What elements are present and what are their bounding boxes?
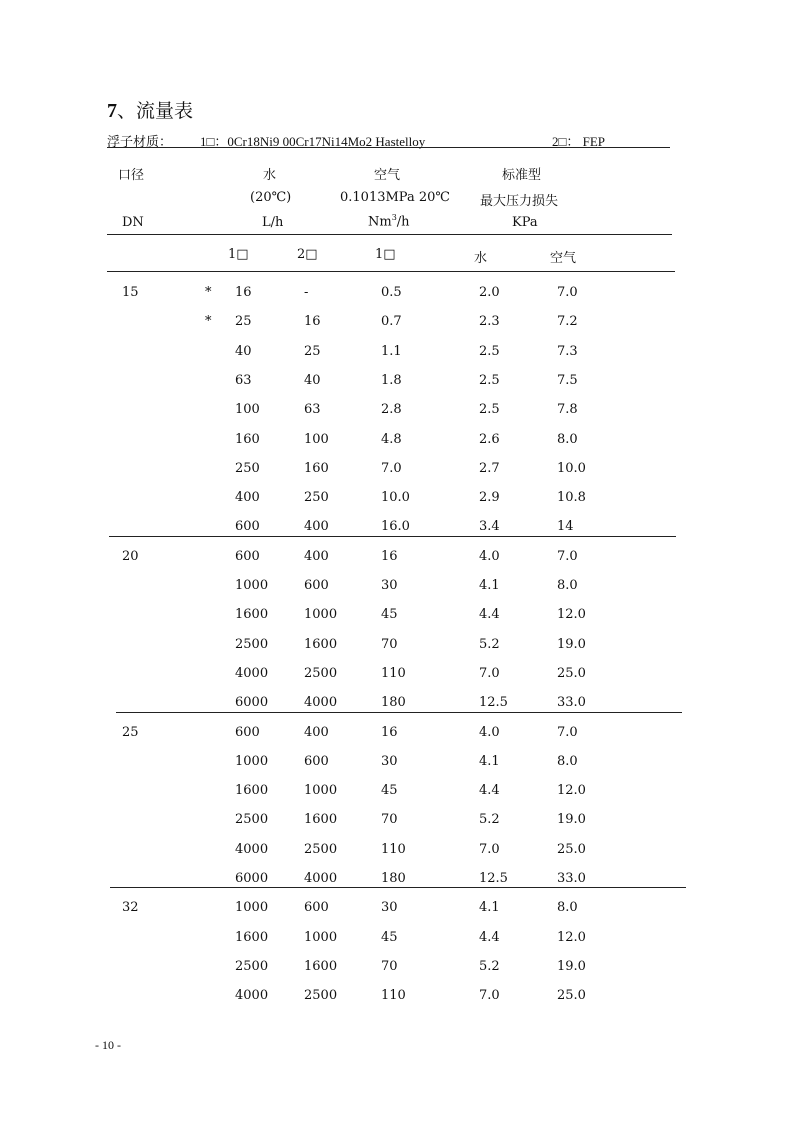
group-divider	[109, 536, 676, 537]
row-loss-water: 5.2	[479, 812, 500, 828]
row-water-flow-1: 250	[235, 460, 260, 476]
row-loss-water: 2.3	[479, 314, 500, 330]
row-loss-air: 19.0	[557, 958, 586, 974]
row-loss-air: 8.0	[557, 900, 578, 916]
row-water-flow-1: 2500	[235, 812, 269, 828]
row-water-flow-2: 1000	[304, 929, 338, 945]
row-water-flow-2: 400	[304, 548, 329, 564]
row-loss-water: 3.4	[479, 519, 500, 535]
row-loss-air: 8.0	[557, 753, 578, 769]
row-loss-water: 4.4	[479, 607, 500, 623]
header-standard: 标准型	[502, 168, 542, 183]
section-number: 7	[107, 100, 117, 122]
row-water-flow-1: 1000	[235, 753, 269, 769]
row-air-flow: 7.0	[381, 460, 402, 476]
row-air-flow: 30	[381, 900, 398, 916]
row-water-flow-1: 2500	[235, 636, 269, 652]
row-loss-air: 12.0	[557, 607, 586, 623]
row-loss-water: 7.0	[479, 841, 500, 857]
row-water-flow-2: 100	[304, 431, 329, 447]
row-water-flow-2: 4000	[304, 871, 338, 886]
row-water-flow-1: 600	[235, 548, 260, 564]
row-water-flow-1: 6000	[235, 695, 269, 711]
row-loss-water: 2.7	[479, 460, 500, 476]
row-water-flow-2: 1000	[304, 607, 338, 623]
row-air-flow: 110	[381, 988, 406, 1004]
group-divider	[116, 712, 682, 713]
row-water-flow-1: 6000	[235, 871, 269, 886]
row-water-flow-1: 4000	[235, 665, 269, 681]
row-loss-air: 7.5	[557, 372, 578, 388]
row-air-flow: 45	[381, 607, 398, 623]
row-air-flow: 16	[381, 724, 398, 740]
header-water-condition: (20℃)	[250, 190, 292, 205]
row-loss-air: 7.0	[557, 724, 578, 740]
row-dn: 15	[122, 285, 139, 300]
row-water-flow-1: 16	[235, 285, 252, 300]
row-loss-water: 4.1	[479, 578, 500, 593]
air-unit-superscript: 3	[391, 213, 397, 222]
row-air-flow: 30	[381, 753, 398, 769]
row-loss-water: 2.0	[479, 285, 500, 300]
row-air-flow: 4.8	[381, 431, 402, 447]
section-title-text: 、流量表	[117, 100, 194, 122]
header-rule-bottom	[107, 271, 675, 272]
row-loss-air: 19.0	[557, 812, 586, 828]
row-loss-water: 4.0	[479, 548, 500, 564]
row-water-flow-1: 4000	[235, 841, 269, 857]
row-air-flow: 10.0	[381, 490, 410, 506]
row-dn: 25	[122, 724, 139, 740]
row-water-flow-2: 25	[304, 343, 321, 359]
row-air-flow: 1.1	[381, 343, 402, 359]
row-loss-air: 7.3	[557, 343, 578, 359]
row-air-flow: 180	[381, 871, 406, 886]
row-dn: 32	[122, 900, 139, 916]
row-loss-air: 33.0	[557, 871, 586, 886]
air-unit-base: Nm	[368, 214, 392, 230]
row-water-flow-2: 2500	[304, 665, 338, 681]
row-loss-water: 5.2	[479, 958, 500, 974]
row-water-flow-1: 600	[235, 519, 260, 535]
row-loss-water: 7.0	[479, 988, 500, 1004]
row-water-flow-1: 400	[235, 490, 260, 506]
row-water-flow-1: 40	[235, 343, 252, 359]
row-water-flow-2: 63	[304, 402, 321, 418]
row-loss-air: 25.0	[557, 665, 586, 681]
row-water-flow-1: 1600	[235, 929, 269, 945]
row-loss-water: 2.5	[479, 372, 500, 388]
row-loss-water: 4.4	[479, 929, 500, 945]
header-water: 水	[263, 168, 277, 183]
row-loss-air: 33.0	[557, 695, 586, 711]
header-max-pressure-loss: 最大压力损失	[480, 194, 559, 209]
row-water-flow-2: 2500	[304, 988, 338, 1004]
row-air-flow: 0.7	[381, 314, 402, 330]
material-option-1: 1□：0Cr18Ni9 00Cr17Ni14Mo2 Hastelloy	[200, 134, 426, 149]
row-water-flow-2: 1600	[304, 812, 338, 828]
row-loss-water: 2.5	[479, 402, 500, 418]
row-water-flow-2: 2500	[304, 841, 338, 857]
row-loss-water: 4.4	[479, 783, 500, 799]
row-loss-water: 2.9	[479, 490, 500, 506]
row-air-flow: 2.8	[381, 402, 402, 418]
header-caliber: 口径	[118, 168, 145, 183]
row-water-flow-1: 1000	[235, 900, 269, 916]
row-water-flow-2: 4000	[304, 695, 338, 711]
row-loss-air: 12.0	[557, 783, 586, 799]
row-water-flow-1: 25	[235, 314, 252, 330]
row-water-flow-2: 1000	[304, 783, 338, 799]
row-loss-water: 4.1	[479, 900, 500, 916]
row-loss-water: 2.5	[479, 343, 500, 359]
row-air-flow: 45	[381, 783, 398, 799]
row-air-flow: 180	[381, 695, 406, 711]
row-water-flow-2: 600	[304, 578, 329, 593]
row-loss-air: 7.8	[557, 402, 578, 418]
header-rule-top	[107, 234, 672, 235]
row-air-flow: 16.0	[381, 519, 410, 535]
row-water-flow-2: 600	[304, 753, 329, 769]
subheader-loss-air: 空气	[550, 251, 577, 266]
row-loss-air: 12.0	[557, 929, 586, 945]
header-loss-unit: KPa	[512, 215, 538, 230]
row-air-flow: 30	[381, 578, 398, 593]
row-loss-water: 5.2	[479, 636, 500, 652]
row-water-flow-2: 400	[304, 519, 329, 535]
row-loss-water: 12.5	[479, 695, 508, 711]
row-water-flow-1: 100	[235, 402, 260, 418]
material-label: 浮子材质：	[107, 135, 173, 150]
row-water-flow-1: 600	[235, 724, 260, 740]
row-star-mark: *	[205, 285, 212, 300]
row-water-flow-2: 1600	[304, 958, 338, 974]
row-water-flow-1: 1600	[235, 607, 269, 623]
air-unit-suffix: /h	[396, 214, 410, 230]
row-water-flow-1: 4000	[235, 988, 269, 1004]
row-water-flow-2: 400	[304, 724, 329, 740]
row-water-flow-1: 2500	[235, 958, 269, 974]
row-water-flow-1: 1000	[235, 578, 269, 593]
header-air: 空气	[374, 168, 401, 183]
row-water-flow-2: 40	[304, 372, 321, 388]
header-air-condition: 0.1013MPa 20℃	[340, 190, 450, 205]
row-star-mark: *	[205, 314, 212, 330]
subheader-water-1: 1□	[228, 247, 249, 262]
header-water-unit: L/h	[262, 215, 284, 230]
row-loss-water: 4.0	[479, 724, 500, 740]
row-water-flow-2: -	[304, 285, 309, 300]
row-water-flow-1: 63	[235, 372, 252, 388]
row-water-flow-1: 160	[235, 431, 260, 447]
header-air-unit	[368, 213, 410, 229]
row-loss-air: 7.2	[557, 314, 578, 330]
row-air-flow: 1.8	[381, 372, 402, 388]
row-water-flow-2: 250	[304, 490, 329, 506]
row-water-flow-2: 600	[304, 900, 329, 916]
row-air-flow: 70	[381, 636, 398, 652]
row-air-flow: 110	[381, 841, 406, 857]
row-water-flow-1: 1600	[235, 783, 269, 799]
row-water-flow-2: 1600	[304, 636, 338, 652]
row-loss-air: 25.0	[557, 841, 586, 857]
row-air-flow: 70	[381, 958, 398, 974]
row-loss-air: 14	[557, 519, 574, 535]
row-loss-air: 8.0	[557, 578, 578, 593]
row-air-flow: 110	[381, 665, 406, 681]
row-loss-water: 12.5	[479, 871, 508, 886]
row-water-flow-2: 160	[304, 460, 329, 476]
row-loss-air: 7.0	[557, 548, 578, 564]
row-air-flow: 0.5	[381, 285, 402, 300]
row-loss-air: 10.0	[557, 460, 586, 476]
row-loss-air: 7.0	[557, 285, 578, 300]
subheader-water-2: 2□	[297, 247, 318, 262]
row-air-flow: 45	[381, 929, 398, 945]
material-underline	[107, 147, 670, 148]
row-air-flow: 16	[381, 548, 398, 564]
material-option-2: 2□： FEP	[552, 134, 606, 149]
row-loss-water: 7.0	[479, 665, 500, 681]
row-loss-air: 8.0	[557, 431, 578, 447]
header-dn: DN	[122, 215, 144, 230]
section-title	[107, 96, 193, 123]
row-loss-air: 25.0	[557, 988, 586, 1004]
row-loss-air: 19.0	[557, 636, 586, 652]
row-loss-water: 4.1	[479, 753, 500, 769]
row-loss-water: 2.6	[479, 431, 500, 447]
subheader-loss-water: 水	[474, 251, 488, 266]
group-divider	[110, 887, 686, 888]
row-dn: 20	[122, 548, 139, 564]
row-water-flow-2: 16	[304, 314, 321, 330]
page-number: - 10 -	[95, 1038, 121, 1052]
subheader-air-1: 1□	[375, 247, 396, 262]
row-loss-air: 10.8	[557, 490, 586, 506]
row-air-flow: 70	[381, 812, 398, 828]
